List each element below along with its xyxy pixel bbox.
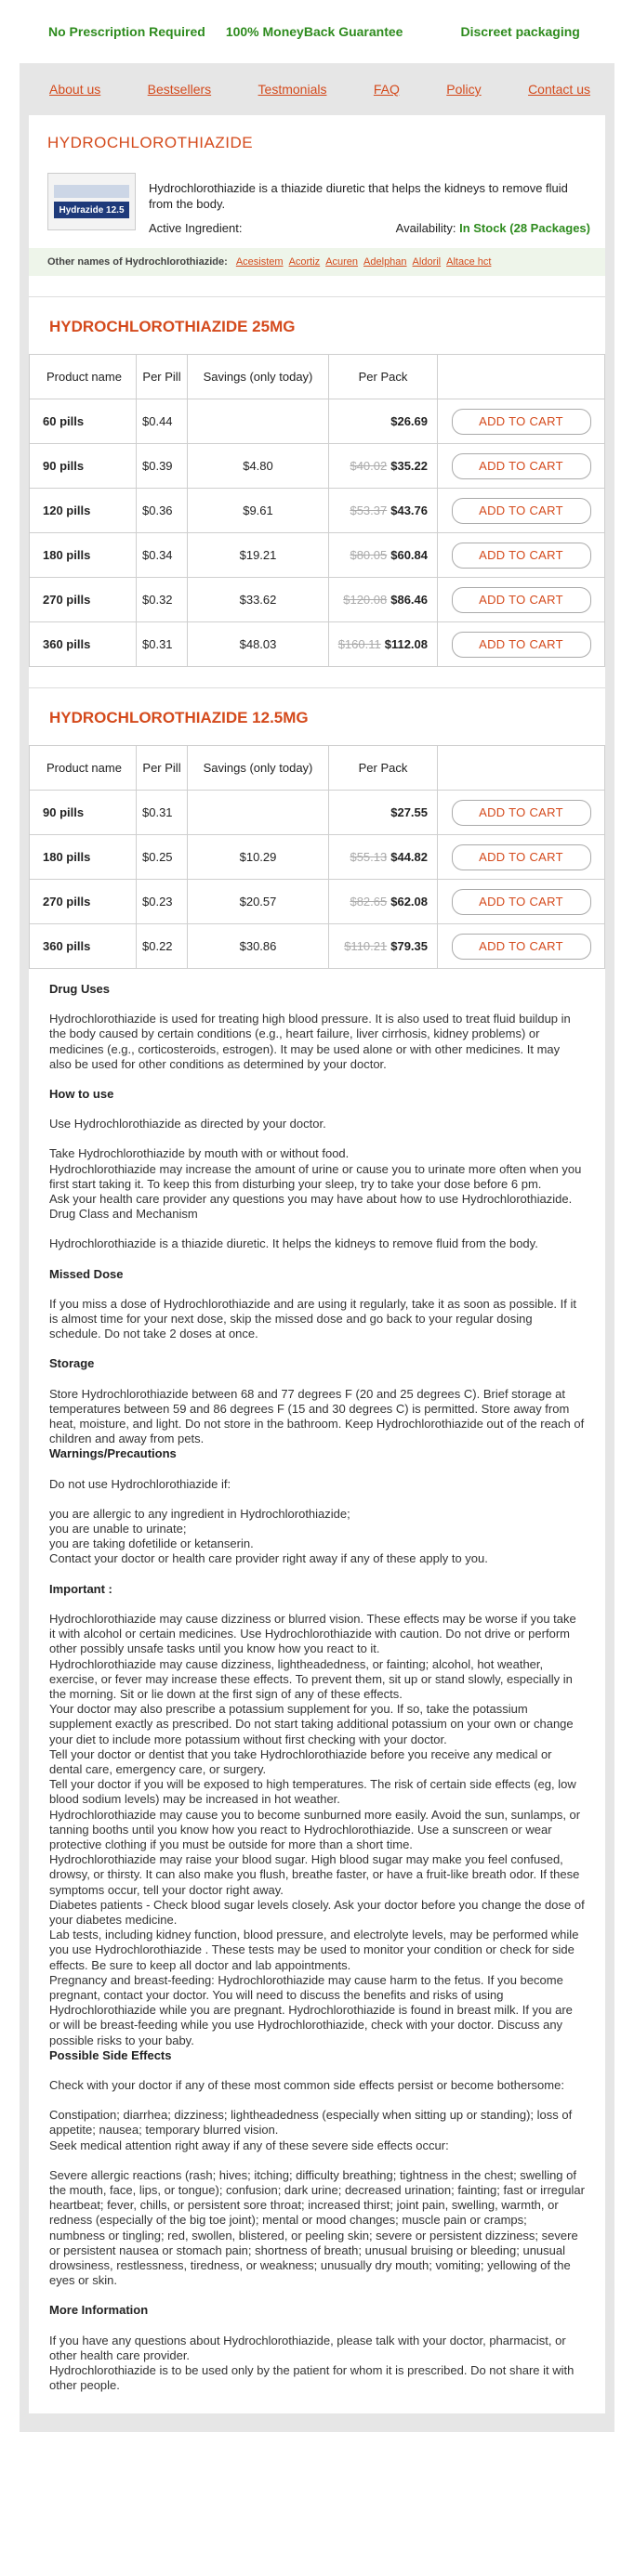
pack-price-cell bbox=[329, 622, 438, 667]
pack-price-cell bbox=[329, 444, 438, 489]
info-heading: Missed Dose bbox=[49, 1266, 124, 1281]
info-heading: Warnings/Precautions bbox=[49, 1446, 177, 1461]
price-table-25mg bbox=[29, 354, 605, 667]
page-frame bbox=[20, 63, 614, 2432]
cart-cell bbox=[438, 489, 605, 533]
info-paragraph: Constipation; diarrhea; dizziness; lightheadedness (especially when sitting up or standing); loss of appetite; nausea; temporary blurred vision. bbox=[49, 2108, 573, 2138]
spacer bbox=[49, 1341, 585, 1356]
price-row bbox=[30, 578, 605, 622]
no-prescription-text: No Prescription Required bbox=[48, 24, 205, 39]
spacer bbox=[49, 1252, 585, 1267]
price-row bbox=[30, 791, 605, 835]
info-paragraph: Store Hydrochlorothiazide between 68 and 77 degrees F (20 and 25 degrees C). Brief storage at temperatures between 59 and 86 degrees F (15 and 30 degrees C) is permitted. Store away from heat, moisture, and light. Do not store in the bathroom. Keep Hydrochlorothiazide out of the reach of children and away from pets. bbox=[49, 1386, 585, 1446]
col-per-pill: Per Pill bbox=[137, 746, 188, 791]
old-price: $80.05 bbox=[350, 548, 388, 562]
info-paragraph: you are taking dofetilide or ketanserin. bbox=[49, 1536, 254, 1551]
spacer bbox=[49, 1131, 585, 1146]
active-ingredient-label: Active Ingredient: bbox=[149, 221, 243, 235]
pack-price-cell bbox=[329, 880, 438, 924]
savings: $4.80 bbox=[188, 444, 329, 489]
pack-price: $27.55 bbox=[390, 805, 428, 819]
info-paragraph: Tell your doctor or dentist that you take Hydrochlorothiazide before you receive any medical or dental care, emergency care, or surgery. bbox=[49, 1746, 552, 1776]
info-paragraph: Hydrochlorothiazide may increase the amount of urine or cause you to urinate more often when you first start taking it. To keep this from disturbing your sleep, try to take your dose before 6 pm. bbox=[49, 1161, 582, 1191]
info-heading: Drug Uses bbox=[49, 982, 111, 996]
nav-policy[interactable]: Policy bbox=[446, 82, 482, 97]
availability-value: In Stock (28 Packages) bbox=[459, 221, 590, 235]
nav-bestsellers[interactable]: Bestsellers bbox=[147, 82, 212, 97]
spacer bbox=[49, 1492, 585, 1507]
price-per-pill: $0.44 bbox=[137, 399, 188, 444]
info-paragraph: Take Hydrochlorothiazide by mouth with or without food. bbox=[49, 1146, 350, 1161]
price-per-pill: $0.39 bbox=[137, 444, 188, 489]
savings: $9.61 bbox=[188, 489, 329, 533]
other-name-link[interactable]: Altace hct bbox=[446, 256, 492, 268]
availability bbox=[396, 221, 590, 235]
cart-cell bbox=[438, 622, 605, 667]
pack-name: 360 pills bbox=[30, 622, 137, 667]
price-table-12-5mg bbox=[29, 745, 605, 969]
savings: $10.29 bbox=[188, 835, 329, 880]
old-price: $110.21 bbox=[344, 939, 388, 953]
add-to-cart-button[interactable]: ADD TO CART bbox=[452, 800, 591, 826]
price-row bbox=[30, 533, 605, 578]
pack-price: $112.08 bbox=[384, 637, 428, 651]
col-product-name: Product name bbox=[30, 355, 137, 399]
spacer bbox=[49, 1567, 585, 1582]
cart-cell bbox=[438, 578, 605, 622]
spacer bbox=[49, 1102, 585, 1117]
pack-name: 60 pills bbox=[30, 399, 137, 444]
info-paragraph: If you miss a dose of Hydrochlorothiazide and are using it regularly, take it as soon as possible. If it is almost time for your next dose, skip the missed dose and go back to your regular dosing schedule. Do not take 2 doses at once. bbox=[49, 1296, 576, 1341]
availability-label: Availability: bbox=[395, 221, 456, 235]
nav-faq[interactable]: FAQ bbox=[373, 82, 400, 97]
pack-price-cell bbox=[329, 791, 438, 835]
info-paragraph: Do not use Hydrochlorothiazide if: bbox=[49, 1476, 231, 1491]
price-row bbox=[30, 880, 605, 924]
spacer bbox=[49, 2153, 585, 2168]
info-heading: More Information bbox=[49, 2303, 149, 2318]
info-paragraph: Hydrochlorothiazide is to be used only by the patient for whom it is prescribed. Do not share it with other people. bbox=[49, 2363, 575, 2393]
product-image-label: Hydrazide 12.5 bbox=[54, 202, 129, 218]
info-heading: Possible Side Effects bbox=[49, 2047, 172, 2062]
product-title: HYDROCHLOROTHIAZIDE bbox=[47, 134, 254, 151]
price-per-pill: $0.25 bbox=[137, 835, 188, 880]
price-row bbox=[30, 924, 605, 969]
col-per-pill: Per Pill bbox=[137, 355, 188, 399]
dose-12-5mg-title: HYDROCHLOROTHIAZIDE 12.5MG bbox=[29, 687, 605, 745]
price-per-pill: $0.31 bbox=[137, 791, 188, 835]
spacer bbox=[49, 1072, 585, 1087]
pack-price-cell bbox=[329, 399, 438, 444]
pack-price-cell bbox=[329, 533, 438, 578]
savings bbox=[188, 791, 329, 835]
pack-price: $44.82 bbox=[390, 850, 428, 864]
nav-contact[interactable]: Contact us bbox=[528, 82, 590, 97]
info-paragraph: Hydrochlorothiazide may cause dizziness, lightheadedness, or fainting; alcohol, hot weather, exercise, or fever may increase these effects. To prevent them, sit up or stand slowly, especially in the morning. Sit or lie down at the first sign of any of these effects. bbox=[49, 1656, 573, 1701]
spacer bbox=[49, 997, 585, 1012]
pack-name: 120 pills bbox=[30, 489, 137, 533]
add-to-cart-button[interactable]: ADD TO CART bbox=[452, 453, 591, 479]
other-name-link[interactable]: Acesistem bbox=[235, 256, 284, 268]
info-paragraph: If you have any questions about Hydrochlorothiazide, please talk with your doctor, pharmacist, or other health care provider. bbox=[49, 2333, 566, 2362]
old-price: $40.02 bbox=[350, 459, 388, 473]
price-per-pill: $0.32 bbox=[137, 578, 188, 622]
pack-price: $26.69 bbox=[390, 414, 428, 428]
pack-price: $86.46 bbox=[390, 593, 428, 607]
pack-price-cell bbox=[329, 489, 438, 533]
col-per-pack: Per Pack bbox=[329, 355, 438, 399]
spacer bbox=[49, 1282, 585, 1297]
old-price: $160.11 bbox=[337, 637, 381, 651]
price-row bbox=[30, 835, 605, 880]
moneyback-text: 100% MoneyBack Guarantee bbox=[225, 24, 403, 39]
price-per-pill: $0.22 bbox=[137, 924, 188, 969]
pack-name: 360 pills bbox=[30, 924, 137, 969]
info-paragraph: you are allergic to any ingredient in Hydrochlorothiazide; bbox=[49, 1506, 350, 1521]
other-name-link[interactable]: Aldoril bbox=[412, 256, 442, 268]
info-paragraph: Check with your doctor if any of these most common side effects persist or become bothersome: bbox=[49, 2077, 564, 2092]
guarantee-bar bbox=[0, 0, 634, 63]
add-to-cart-button[interactable]: ADD TO CART bbox=[452, 498, 591, 524]
info-paragraph: Diabetes patients - Check blood sugar levels closely. Ask your doctor before you change the dose of your diabetes medicine. bbox=[49, 1897, 585, 1927]
spacer bbox=[49, 2288, 585, 2303]
other-names bbox=[29, 248, 605, 276]
spacer bbox=[49, 2063, 585, 2078]
info-paragraph: Drug Class and Mechanism bbox=[49, 1207, 198, 1222]
info-paragraph: you are unable to urinate; bbox=[49, 1522, 187, 1536]
price-per-pill: $0.31 bbox=[137, 622, 188, 667]
dose-25mg-title: HYDROCHLOROTHIAZIDE 25MG bbox=[29, 296, 605, 354]
add-to-cart-button[interactable]: ADD TO CART bbox=[452, 409, 591, 435]
col-cart bbox=[438, 746, 605, 791]
nav-testimonials[interactable]: Testmonials bbox=[258, 82, 327, 97]
add-to-cart-button[interactable]: ADD TO CART bbox=[452, 543, 591, 569]
savings bbox=[188, 399, 329, 444]
savings: $33.62 bbox=[188, 578, 329, 622]
pack-price-cell bbox=[329, 924, 438, 969]
product-description: Hydrochlorothiazide is a thiazide diuretic that helps the kidneys to remove fluid from the body. bbox=[149, 181, 568, 211]
spacer bbox=[49, 2093, 585, 2108]
add-to-cart-button[interactable]: ADD TO CART bbox=[452, 587, 591, 613]
info-paragraph: Contact your doctor or health care provider right away if any of these apply to you. bbox=[49, 1551, 488, 1566]
pack-price-cell bbox=[329, 578, 438, 622]
cart-cell bbox=[438, 791, 605, 835]
info-paragraph: Pregnancy and breast-feeding: Hydrochlorothiazide may cause harm to the fetus. If you become pregnant, contact your doctor. You will need to discuss the benefits and risks of using Hydrochlorothiazide while you are pregnant. Hydrochlorothiazide is found in breast milk. If you are or will be breast-feeding while you use Hydrochlorothiazide, check with your doctor. Discuss any possible risks to your baby. bbox=[49, 1972, 573, 2047]
price-per-pill: $0.34 bbox=[137, 533, 188, 578]
pack-name: 90 pills bbox=[30, 444, 137, 489]
add-to-cart-button[interactable]: ADD TO CART bbox=[452, 889, 591, 915]
drug-information bbox=[29, 969, 605, 2413]
spacer bbox=[49, 1222, 585, 1236]
old-price: $53.37 bbox=[350, 503, 388, 517]
col-product-name: Product name bbox=[30, 746, 137, 791]
price-row bbox=[30, 399, 605, 444]
price-row bbox=[30, 489, 605, 533]
info-heading: How to use bbox=[49, 1087, 114, 1102]
col-savings: Savings (only today) bbox=[188, 746, 329, 791]
old-price: $120.08 bbox=[343, 593, 388, 607]
savings: $30.86 bbox=[188, 924, 329, 969]
other-name-link[interactable]: Acortiz bbox=[288, 256, 321, 268]
savings: $20.57 bbox=[188, 880, 329, 924]
cart-cell bbox=[438, 533, 605, 578]
cart-cell bbox=[438, 444, 605, 489]
col-savings: Savings (only today) bbox=[188, 355, 329, 399]
cart-cell bbox=[438, 924, 605, 969]
pack-name: 270 pills bbox=[30, 578, 137, 622]
info-paragraph: Tell your doctor if you will be exposed to high temperatures. The risk of certain side effects (eg, low blood sodium levels) may be increased in hot weather. bbox=[49, 1777, 576, 1807]
cart-cell bbox=[438, 880, 605, 924]
other-name-link[interactable]: Adelphan bbox=[363, 256, 407, 268]
col-per-pack: Per Pack bbox=[329, 746, 438, 791]
savings: $48.03 bbox=[188, 622, 329, 667]
pack-price: $60.84 bbox=[390, 548, 428, 562]
pack-price: $79.35 bbox=[390, 939, 428, 953]
info-heading: Storage bbox=[49, 1356, 95, 1371]
info-paragraph: Hydrochlorothiazide is a thiazide diuretic. It helps the kidneys to remove fluid from the body. bbox=[49, 1236, 538, 1251]
pack-price: $43.76 bbox=[390, 503, 428, 517]
pack-name: 180 pills bbox=[30, 835, 137, 880]
info-paragraph: Hydrochlorothiazide may cause you to become sunburned more easily. Avoid the sun, sunlamps, or tanning booths until you know how you react to Hydrochlorothiazide. Use a sunscreen or wear protective clothing if you must be outside for more than a short time. bbox=[49, 1807, 581, 1851]
discreet-packaging-text: Discreet packaging bbox=[460, 24, 580, 39]
add-to-cart-button[interactable]: ADD TO CART bbox=[452, 934, 591, 960]
cart-cell bbox=[438, 399, 605, 444]
info-paragraph: Hydrochlorothiazide may raise your blood sugar. High blood sugar may make you feel confused, drowsy, or thirsty. It can also make you flush, breathe faster, or have a fruit-like breath odor. If these symptoms occur, tell your doctor right away. bbox=[49, 1852, 580, 1897]
info-paragraph: Hydrochlorothiazide is used for treating high blood pressure. It is also used to treat fluid buildup in the body caused by certain conditions (e.g., heart failure, liver cirrhosis, kidney problems) or medicines (e.g., corticosteroids, estrogen). It may be used alone or with other medicines. It may also be used for other conditions as determined by your doctor. bbox=[49, 1012, 571, 1071]
savings: $19.21 bbox=[188, 533, 329, 578]
spacer bbox=[49, 2319, 585, 2334]
price-per-pill: $0.36 bbox=[137, 489, 188, 533]
info-heading: Important : bbox=[49, 1581, 112, 1596]
content-panel bbox=[29, 115, 605, 2413]
other-names-label: Other names of Hydrochlorothiazide: bbox=[47, 256, 228, 268]
cart-cell bbox=[438, 835, 605, 880]
pack-price-cell bbox=[329, 835, 438, 880]
other-name-link[interactable]: Acuren bbox=[325, 256, 359, 268]
add-to-cart-button[interactable]: ADD TO CART bbox=[452, 632, 591, 658]
spacer bbox=[49, 1462, 585, 1477]
price-per-pill: $0.23 bbox=[137, 880, 188, 924]
info-paragraph: Ask your health care provider any questions you may have about how to use Hydrochlorothiazide. bbox=[49, 1192, 573, 1207]
price-row bbox=[30, 444, 605, 489]
info-paragraph: Use Hydrochlorothiazide as directed by your doctor. bbox=[49, 1117, 326, 1131]
add-to-cart-button[interactable]: ADD TO CART bbox=[452, 844, 591, 870]
pack-name: 180 pills bbox=[30, 533, 137, 578]
price-row bbox=[30, 622, 605, 667]
pack-name: 270 pills bbox=[30, 880, 137, 924]
old-price: $55.13 bbox=[350, 850, 388, 864]
pack-price: $35.22 bbox=[390, 459, 428, 473]
info-paragraph: Seek medical attention right away if any of these severe side effects occur: bbox=[49, 2138, 449, 2152]
main-nav bbox=[29, 63, 605, 115]
info-paragraph: Severe allergic reactions (rash; hives; itching; difficulty breathing; tightness in the chest; swelling of the mouth, face, lips, or tongue); confusion; dark urine; decreased urination; fainting; fast or irregular heartbeat; fever, chills, or persistent sore throat; increased thirst; joint pain, swelling, warmth, or redness (especially of the big toe joint); mental or mood changes; muscle pain or cramps; numbness or tingling; red, swollen, blistered, or peeling skin; severe or persistent dizziness; severe or persistent nausea or stomach pain; shortness of breath; unusual bruising or bleeding; unusual drowsiness, restlessness, tiredness, or weakness; unusually dry mouth; vomiting; yellowing of the eyes or skin. bbox=[49, 2167, 585, 2288]
product-header bbox=[29, 115, 605, 244]
pack-name: 90 pills bbox=[30, 791, 137, 835]
info-paragraph: Your doctor may also prescribe a potassium supplement for you. If so, take the potassium supplement exactly as prescribed. Do not start taking additional potassium on your own or change your diet to include more potassium without first checking with your doctor. bbox=[49, 1702, 574, 1746]
info-paragraph: Lab tests, including kidney function, blood pressure, and electrolyte levels, may be performed while you use Hydrochlorothiazide . These tests may be used to monitor your condition or check for side effects. Be sure to keep all doctor and lab appointments. bbox=[49, 1928, 579, 1972]
spacer bbox=[49, 1597, 585, 1612]
spacer bbox=[49, 1372, 585, 1387]
col-cart bbox=[438, 355, 605, 399]
old-price: $82.65 bbox=[350, 895, 388, 909]
product-image bbox=[47, 173, 136, 230]
pack-price: $62.08 bbox=[390, 895, 428, 909]
info-paragraph: Hydrochlorothiazide may cause dizziness or blurred vision. These effects may be worse if you take it with alcohol or certain medicines. Use Hydrochlorothiazide with caution. Do not drive or perform other possibly unsafe tasks until you know how you react to it. bbox=[49, 1611, 576, 1656]
nav-about[interactable]: About us bbox=[49, 82, 101, 97]
